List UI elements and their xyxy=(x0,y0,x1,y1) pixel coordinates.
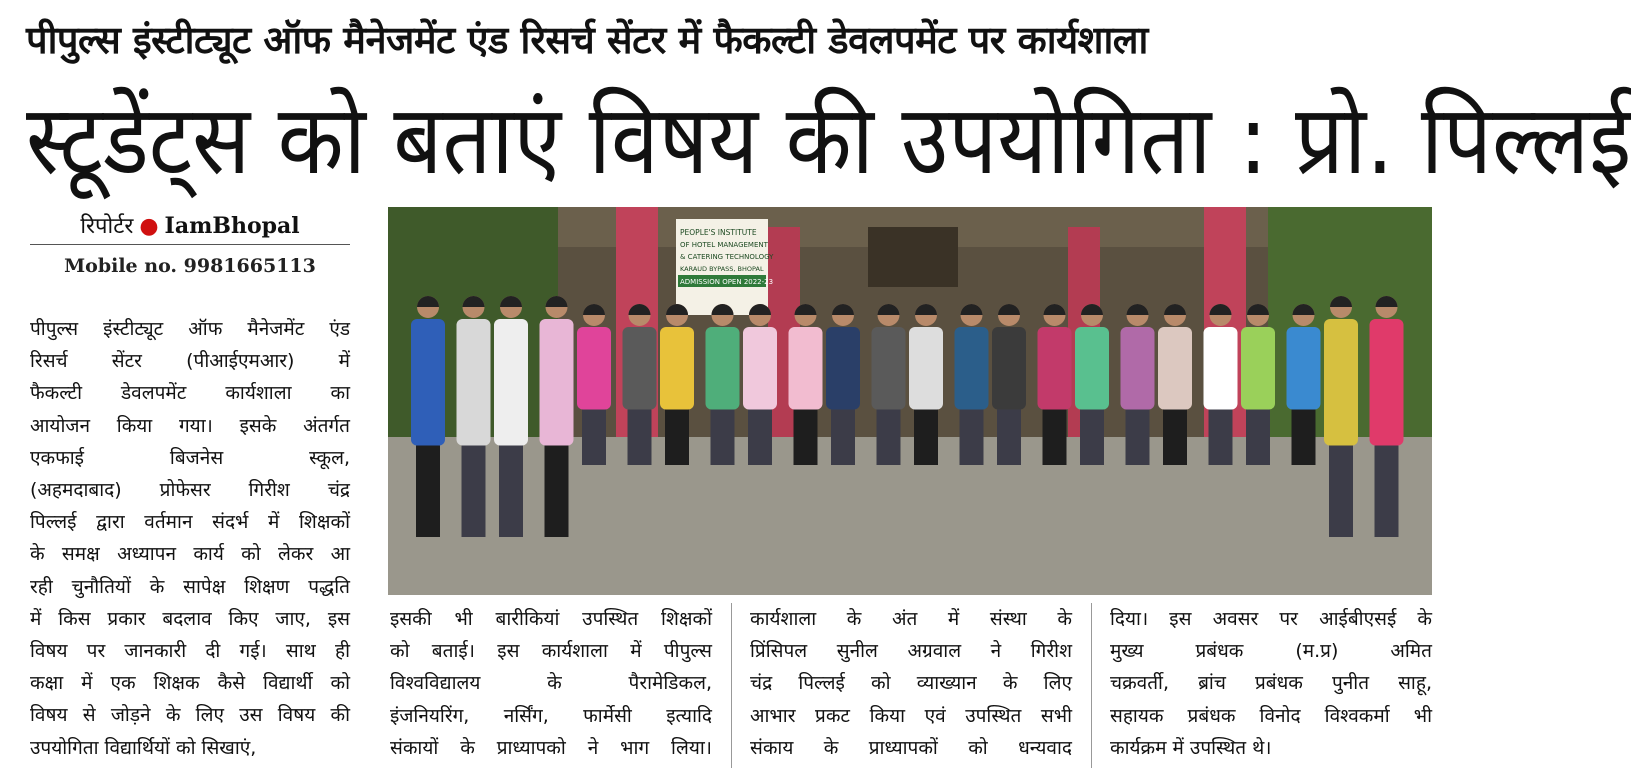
banner-line-2: OF HOTEL MANAGEMENT xyxy=(680,241,768,249)
person-figure xyxy=(1204,304,1238,465)
person-figure xyxy=(872,304,906,465)
mobile-line xyxy=(30,250,350,282)
person-figure xyxy=(1158,304,1192,465)
paragraph-line: कार्यक्रम में उपस्थित थे। xyxy=(1110,736,1272,759)
kicker-headline: पीपुल्स इंस्टीट्यूट ऑफ मैनेजमेंट एंड रिसर्च सेंटर में फैकल्टी डेवलपमेंट पर कार्यशाला xyxy=(26,18,1148,62)
group-photo xyxy=(388,207,1432,595)
person-figure xyxy=(1370,296,1404,537)
person-figure xyxy=(743,304,777,465)
person-figure xyxy=(955,304,989,465)
paragraph-line: रही चुनौतियों के सापेक्ष शिक्षण पद्धति xyxy=(30,575,350,598)
paragraph-line: विश्वविद्यालय के पैरामेडिकल, xyxy=(390,672,712,695)
paragraph-line: पिल्लई द्वारा वर्तमान संदर्भ में शिक्षकों xyxy=(30,511,350,534)
byline xyxy=(30,210,350,245)
person-figure xyxy=(660,304,694,465)
mobile-number: 9981665113 xyxy=(183,255,316,277)
banner-strip: ADMISSION OPEN 2022-23 xyxy=(680,278,774,286)
paragraph-line: इसकी भी बारीकियां उपस्थित शिक्षकों xyxy=(390,608,712,630)
person-figure xyxy=(1038,304,1072,465)
person-figure xyxy=(1287,304,1321,465)
paragraph-line: चंद्र पिल्लई को व्याख्यान के लिए xyxy=(750,672,1072,695)
article-column-3 xyxy=(750,603,1072,771)
person-figure xyxy=(457,296,491,537)
person-figure xyxy=(411,296,445,537)
group-photo-illustration xyxy=(388,207,1432,595)
person-figure xyxy=(789,304,823,465)
banner-line-3: & CATERING TECHNOLOGY xyxy=(680,253,774,261)
paragraph-line: रिसर्च सेंटर (पीआईएमआर) में xyxy=(30,350,350,373)
person-figure xyxy=(706,304,740,465)
banner-line-1: PEOPLE'S INSTITUTE xyxy=(680,228,757,237)
paragraph-line: इंजनियरिंग, नर्सिंग, फार्मेसी इत्यादि xyxy=(390,704,712,727)
main-headline: स्टूडेंट्स को बताएं विषय की उपयोगिता : प्रो. पिल्लई xyxy=(26,84,1631,197)
person-figure xyxy=(494,296,528,537)
article-column-1 xyxy=(30,313,350,771)
paragraph-line: पीपुल्स इंस्टीट्यूट ऑफ मैनेजमेंट एंड xyxy=(30,318,350,340)
paragraph-line: कार्यशाला के अंत में संस्था के xyxy=(750,608,1072,630)
paragraph-line: को बताई। इस कार्यशाला में पीपुल्स xyxy=(390,640,712,663)
paragraph-line: कक्षा में एक शिक्षक कैसे विद्यार्थी को xyxy=(30,672,350,695)
signboard xyxy=(868,227,958,287)
person-figure xyxy=(909,304,943,465)
banner-line-4: KARAUD BYPASS, BHOPAL xyxy=(680,265,764,273)
admission-banner xyxy=(676,219,774,315)
person-figure xyxy=(1241,304,1275,465)
paragraph-line: में किस प्रकार बदलाव किए जाए, इस xyxy=(30,607,350,630)
paragraph-line: संकाय के प्राध्यापकों को धन्यवाद xyxy=(750,736,1072,759)
column-divider xyxy=(1091,603,1092,768)
person-figure xyxy=(577,304,611,465)
paragraph-line: चक्रवर्ती, ब्रांच प्रबंधक पुनीत साहू, xyxy=(1110,672,1432,695)
person-figure xyxy=(826,304,860,465)
paragraph-line: (अहमदाबाद) प्रोफेसर गिरीश चंद्र xyxy=(30,479,350,502)
paragraph-line: आभार प्रकट किया एवं उपस्थित सभी xyxy=(750,704,1072,727)
paragraph-line: प्रिंसिपल सुनील अग्रवाल ने गिरीश xyxy=(750,640,1072,663)
person-figure xyxy=(992,304,1026,465)
column-divider xyxy=(731,603,732,768)
person-figure xyxy=(1075,304,1109,465)
paragraph-line: विषय से जोड़ने के लिए उस विषय की xyxy=(30,704,350,727)
paragraph-line: एकफाई बिजनेस स्कूल, xyxy=(30,446,350,469)
article-column-4 xyxy=(1110,603,1432,771)
mobile-label: Mobile no. xyxy=(64,255,178,277)
paragraph-line: के समक्ष अध्यापन कार्य को लेकर आ xyxy=(30,543,350,566)
paragraph-line: उपयोगिता विद्यार्थियों को सिखाएं, xyxy=(30,736,257,759)
byline-label: रिपोर्टर xyxy=(80,214,134,239)
paragraph-line: संकायों के प्राध्यापको ने भाग लिया। xyxy=(390,736,712,759)
paragraph-line: मुख्य प्रबंधक (म.प्र) अमित xyxy=(1110,640,1432,663)
paragraph-line: दिया। इस अवसर पर आईबीएसई के xyxy=(1110,608,1432,630)
paragraph-line: आयोजन किया गया। इसके अंतर्गत xyxy=(30,414,350,437)
paragraph-line: विषय पर जानकारी दी गई। साथ ही xyxy=(30,640,350,663)
person-figure xyxy=(1324,296,1358,537)
paragraph-line: फैकल्टी डेवलपमेंट कार्यशाला का xyxy=(30,382,350,405)
article-column-2 xyxy=(390,603,712,771)
byline-name: IamBhopal xyxy=(164,213,300,239)
person-figure xyxy=(623,304,657,465)
person-figure xyxy=(540,296,574,537)
person-figure xyxy=(1121,304,1155,465)
paragraph-line: सहायक प्रबंधक विनोद विश्वकर्मा भी xyxy=(1110,704,1432,727)
bullet-dot-icon: ● xyxy=(139,214,159,239)
